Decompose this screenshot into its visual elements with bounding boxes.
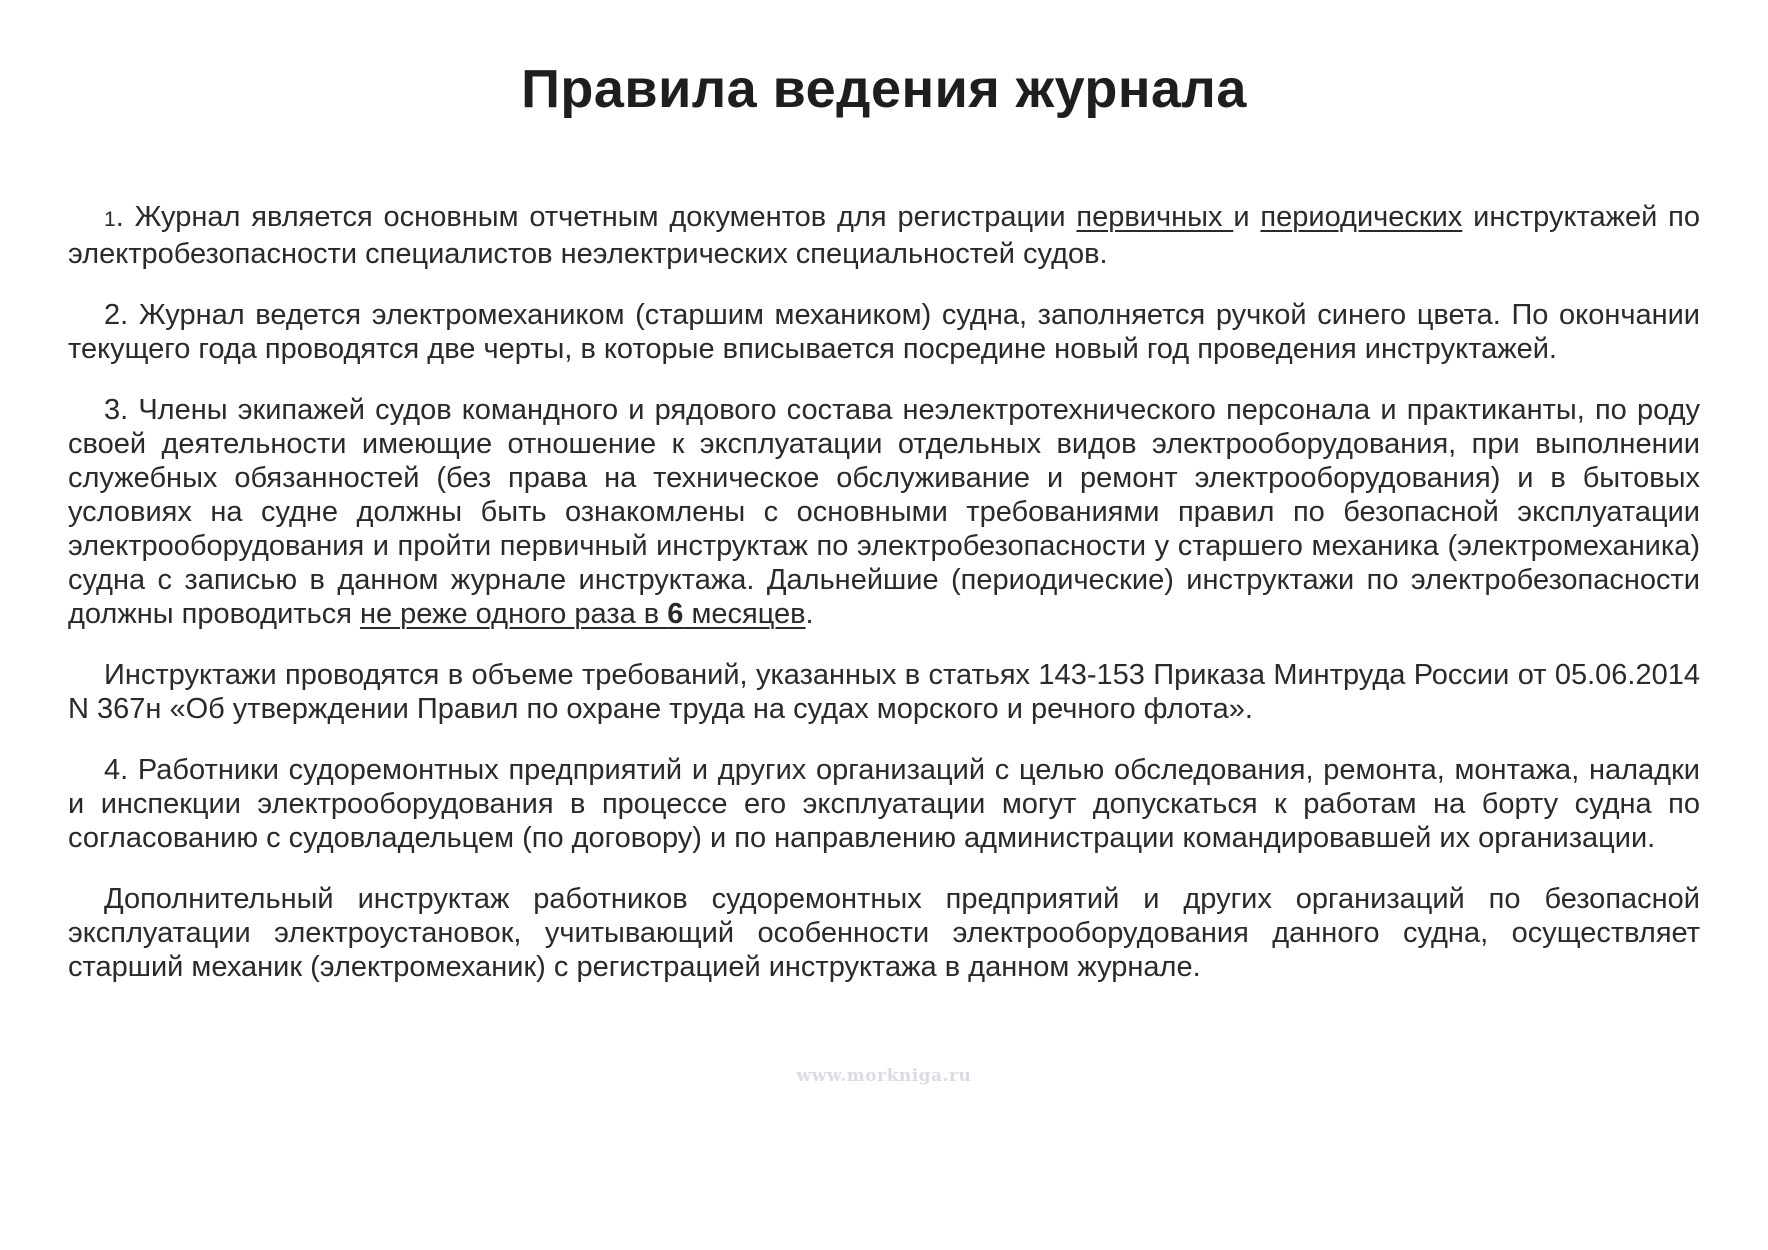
paragraph-1-number: 1 — [104, 208, 116, 231]
paragraph-1-text-a: . Журнал является основным отчетным документов для регистрации — [115, 201, 1077, 233]
paragraph-3-underlined-b: месяцев — [683, 598, 806, 630]
paragraph-3 — [68, 393, 1700, 631]
paragraph-1 — [68, 200, 1700, 271]
paragraph-3-instructions: Инструктажи проводятся в объеме требований, указанных в статьях 143-153 Приказа Минтруда России от 05.06.2014 N 367н «Об утверждении Правил по охране труда на судах морского и речного флота». — [68, 659, 1700, 725]
paragraph-1-underlined-periodic: периодических — [1260, 201, 1463, 233]
page-title: Правила ведения журнала — [521, 59, 1247, 119]
paragraph-1-text-b: и — [1233, 201, 1261, 233]
paragraph-3-text-a: 3. Члены экипажей судов командного и рядового состава неэлектротехнического персонала и практиканты, по роду своей деятельности имеющие отношение к эксплуатации отдельных видов электрооборудования, при выполнении служебных обязанностей (без права на техническое обслуживание и ремонт электрооборудования) и в бытовых условиях на судне должны быть ознакомлены с основными требованиями правил по безопасной эксплуатации электрооборудования и пройти первичный инструктаж по электробезопасности у старшего механика (электромеханика) судна с записью в данном журнале инструктажа. Дальнейшие (периодические) инструктажи по электробезопасности должны проводиться — [68, 394, 1700, 630]
paragraph-3-text-c: . — [805, 598, 814, 630]
paragraph-2: 2. Журнал ведется электромехаником (старшим механиком) судна, заполняется ручкой синего цвета. По окончании текущего года проводятся две черты, в которые вписывается посредине новый год проведения инструктажей. — [68, 299, 1700, 365]
document-body — [68, 200, 1700, 1011]
paragraph-1-text-c: инструктажей по электробезопасности специалистов неэлектрических специальностей судов. — [68, 201, 1700, 270]
paragraph-3-underlined-period — [360, 598, 806, 630]
paragraph-3-months-number: 6 — [667, 598, 684, 630]
paragraph-4: 4. Работники судоремонтных предприятий и других организаций с целью обследования, ремонта, монтажа, наладки и инспекции электрооборудования в процессе его эксплуатации могут допускаться к работам на борту судна по согласованию с судовладельцем (по договору) и по направлению администрации командировавшей их организации. — [68, 754, 1700, 854]
paragraph-1-underlined-primary: первичных — [1076, 201, 1234, 233]
watermark: www.morkniga.ru — [796, 1066, 972, 1086]
paragraph-3-underlined-a: не реже одного раза в — [359, 598, 668, 630]
paragraph-4-additional: Дополнительный инструктаж работников судоремонтных предприятий и других организаций по безопасной эксплуатации электроустановок, учитывающий особенности электрооборудования данного судна, осуществляет старший механик (электромеханик) с регистрацией инструктажа в данном журнале. — [68, 883, 1700, 983]
